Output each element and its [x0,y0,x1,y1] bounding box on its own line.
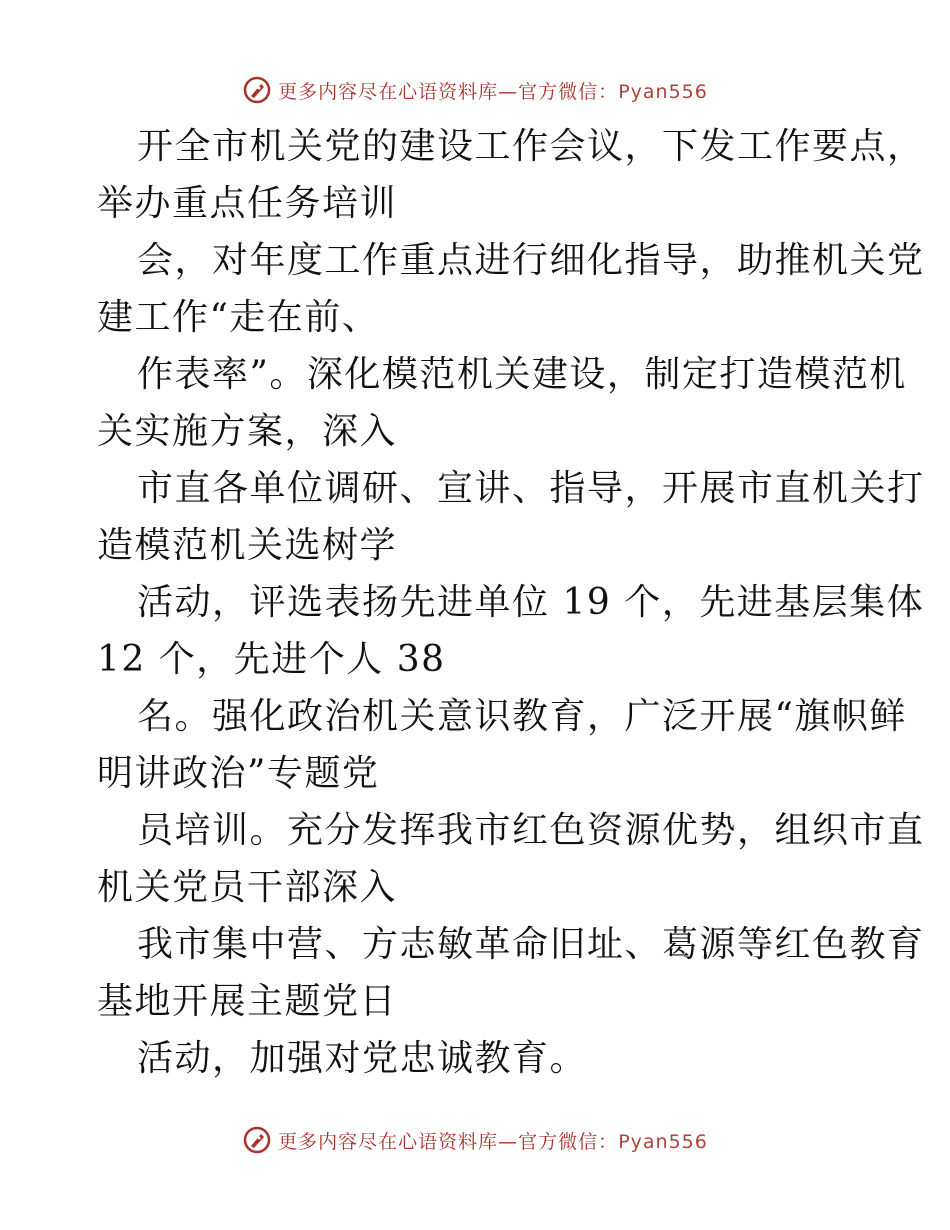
pen-nib-logo-icon [242,1125,272,1155]
text-line: 造模范机关选树学 [97,525,398,566]
text-line: 举办重点任务培训 [97,183,398,224]
text-line: 会，对年度工作重点进行细化指导，助推机关党 [137,240,925,281]
text-line: 名。强化政治机关意识教育，广泛开展“旗帜鲜 [137,696,907,737]
text-line: 员培训。充分发挥我市红色资源优势，组织市直 [137,810,925,851]
text-line: 作表率”。深化模范机关建设，制定打造模范机 [137,354,907,395]
pen-nib-logo-icon [242,75,272,105]
text-line: 开全市机关党的建设工作会议，下发工作要点， [137,126,925,167]
text-line: 市直各单位调研、宣讲、指导，开展市直机关打 [137,468,925,509]
text-line: 我市集中营、方志敏革命旧址、葛源等红色教育 [137,924,925,965]
text-line: 活动，加强对党忠诚教育。 [137,1038,588,1079]
document-body [97,118,925,1087]
text-line: 12 个，先进个人 38 [97,639,446,680]
text-line: 关实施方案，深入 [97,411,398,452]
watermark-text: 更多内容尽在心语资料库—官方微信：Pyan556 [278,1130,708,1153]
text-line: 活动，评选表扬先进单位 19 个，先进基层集体 [137,582,925,623]
watermark-footer [0,1120,950,1160]
watermark-header [0,70,950,110]
text-line: 明讲政治”专题党 [97,753,380,794]
text-line: 建工作“走在前、 [97,297,380,338]
text-line: 基地开展主题党日 [97,981,398,1022]
text-line: 机关党员干部深入 [97,867,398,908]
watermark-text: 更多内容尽在心语资料库—官方微信：Pyan556 [278,80,708,103]
